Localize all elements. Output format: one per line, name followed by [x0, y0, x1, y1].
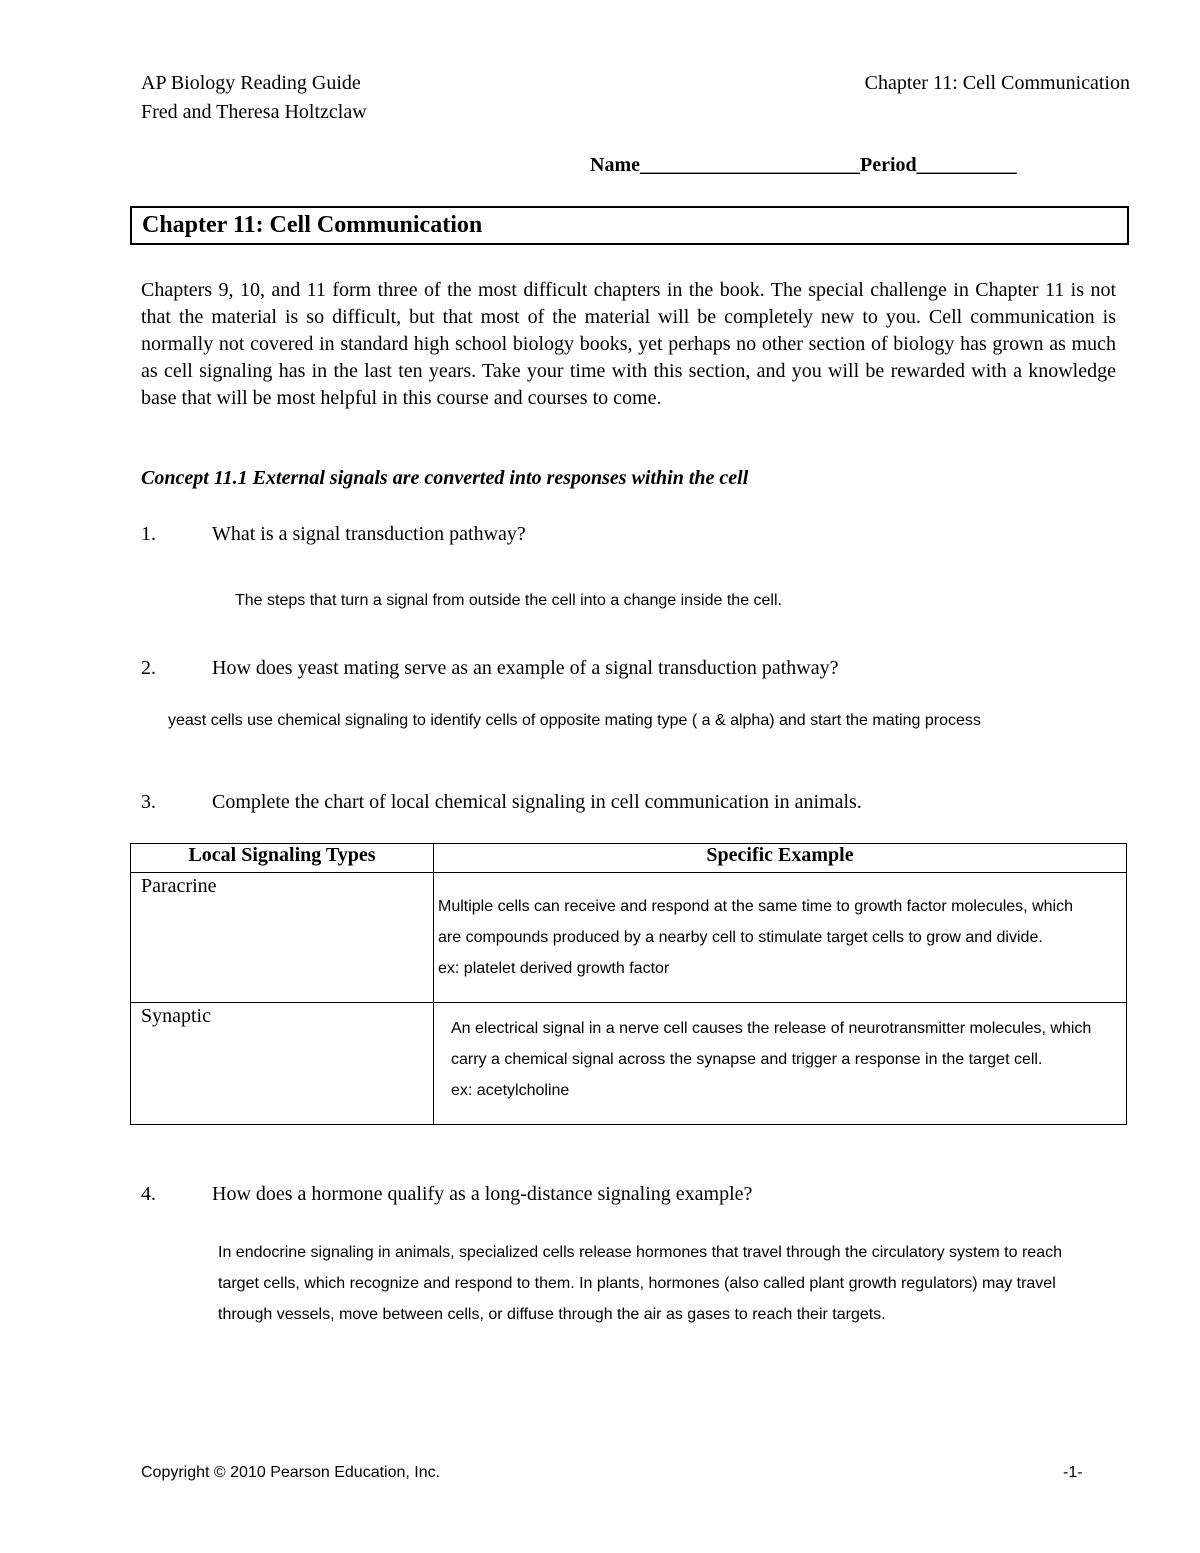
- question-text: How does a hormone qualify as a long-distance signaling example?: [212, 1183, 753, 1205]
- type-cell: [131, 1003, 434, 1125]
- question-number: 1.: [141, 523, 156, 545]
- question-text: What is a signal transduction pathway?: [212, 523, 526, 545]
- answer-text[interactable]: yeast cells use chemical signaling to identify cells of opposite mating type ( a & alpha) and start the mating process: [168, 712, 981, 729]
- question-text: How does yeast mating serve as an example of a signal transduction pathway?: [212, 657, 839, 679]
- answer-line: target cells, which recognize and respond to them. In plants, hormones (also called plant growth regulators) may travel: [218, 1275, 1056, 1292]
- question-number: 2.: [141, 657, 156, 679]
- answer-text[interactable]: [218, 1237, 1062, 1330]
- header-authors: Fred and Theresa Holtzclaw: [141, 101, 367, 123]
- chapter-title-box: [130, 206, 1129, 245]
- question-number: 4.: [141, 1183, 156, 1205]
- name-period-line: [590, 154, 1017, 177]
- example-line: carry a chemical signal across the synapse and trigger a response in the target cell.: [451, 1051, 1043, 1068]
- page-number: -1-: [1063, 1464, 1083, 1481]
- example-cell[interactable]: [434, 873, 1127, 1003]
- answer-line: through vessels, move between cells, or diffuse through the air as gases to reach their targets.: [218, 1306, 886, 1323]
- header-guide-title: AP Biology Reading Guide: [141, 72, 361, 94]
- header-chapter: Chapter 11: Cell Communication: [864, 72, 1130, 94]
- column-header: Specific Example: [434, 844, 1127, 873]
- signaling-table: [130, 843, 1127, 1125]
- column-header: Local Signaling Types: [131, 844, 434, 873]
- example-line: are compounds produced by a nearby cell to stimulate target cells to grow and divide.: [438, 929, 1043, 946]
- question-number: 3.: [141, 791, 156, 813]
- concept-heading: Concept 11.1 External signals are converted into responses within the cell: [141, 467, 749, 489]
- table-header-row: [131, 844, 1127, 873]
- period-field[interactable]: __________: [916, 154, 1017, 176]
- period-label: Period: [859, 154, 917, 176]
- example-line: An electrical signal in a nerve cell causes the release of neurotransmitter molecules, which: [451, 1020, 1092, 1037]
- example-line: Multiple cells can receive and respond at the same time to growth factor molecules, which: [438, 898, 1073, 915]
- type-label: Synaptic: [141, 1005, 211, 1027]
- page-title: Chapter 11: Cell Communication: [142, 212, 483, 238]
- table-row: [131, 873, 1127, 1003]
- name-label: Name: [590, 154, 640, 176]
- type-cell: [131, 873, 434, 1003]
- name-field[interactable]: ______________________: [639, 154, 860, 176]
- table-row: [131, 1003, 1127, 1125]
- type-label: Paracrine: [141, 875, 217, 897]
- answer-line: In endocrine signaling in animals, specialized cells release hormones that travel through the circulatory system to reach: [218, 1244, 1062, 1261]
- example-line: ex: platelet derived growth factor: [438, 960, 670, 977]
- copyright-footer: Copyright © 2010 Pearson Education, Inc.: [141, 1464, 441, 1481]
- example-cell[interactable]: [434, 1003, 1127, 1125]
- question-text: Complete the chart of local chemical signaling in cell communication in animals.: [212, 791, 862, 813]
- answer-text[interactable]: The steps that turn a signal from outside the cell into a change inside the cell.: [235, 592, 782, 609]
- example-line: ex: acetylcholine: [451, 1082, 570, 1099]
- intro-paragraph: Chapters 9, 10, and 11 form three of the most difficult chapters in the book. The special challenge in Chapter 11 is not that the material is so difficult, but that most of the material will be completely new to you. Cell communication is normally not covered in standard high school biology books, yet perhaps no other section of biology has grown as much as cell signaling has in the last ten years. Take your time with this section, and you will be rewarded with a knowledge base that will be most helpful in this course and courses to come.: [141, 279, 1116, 409]
